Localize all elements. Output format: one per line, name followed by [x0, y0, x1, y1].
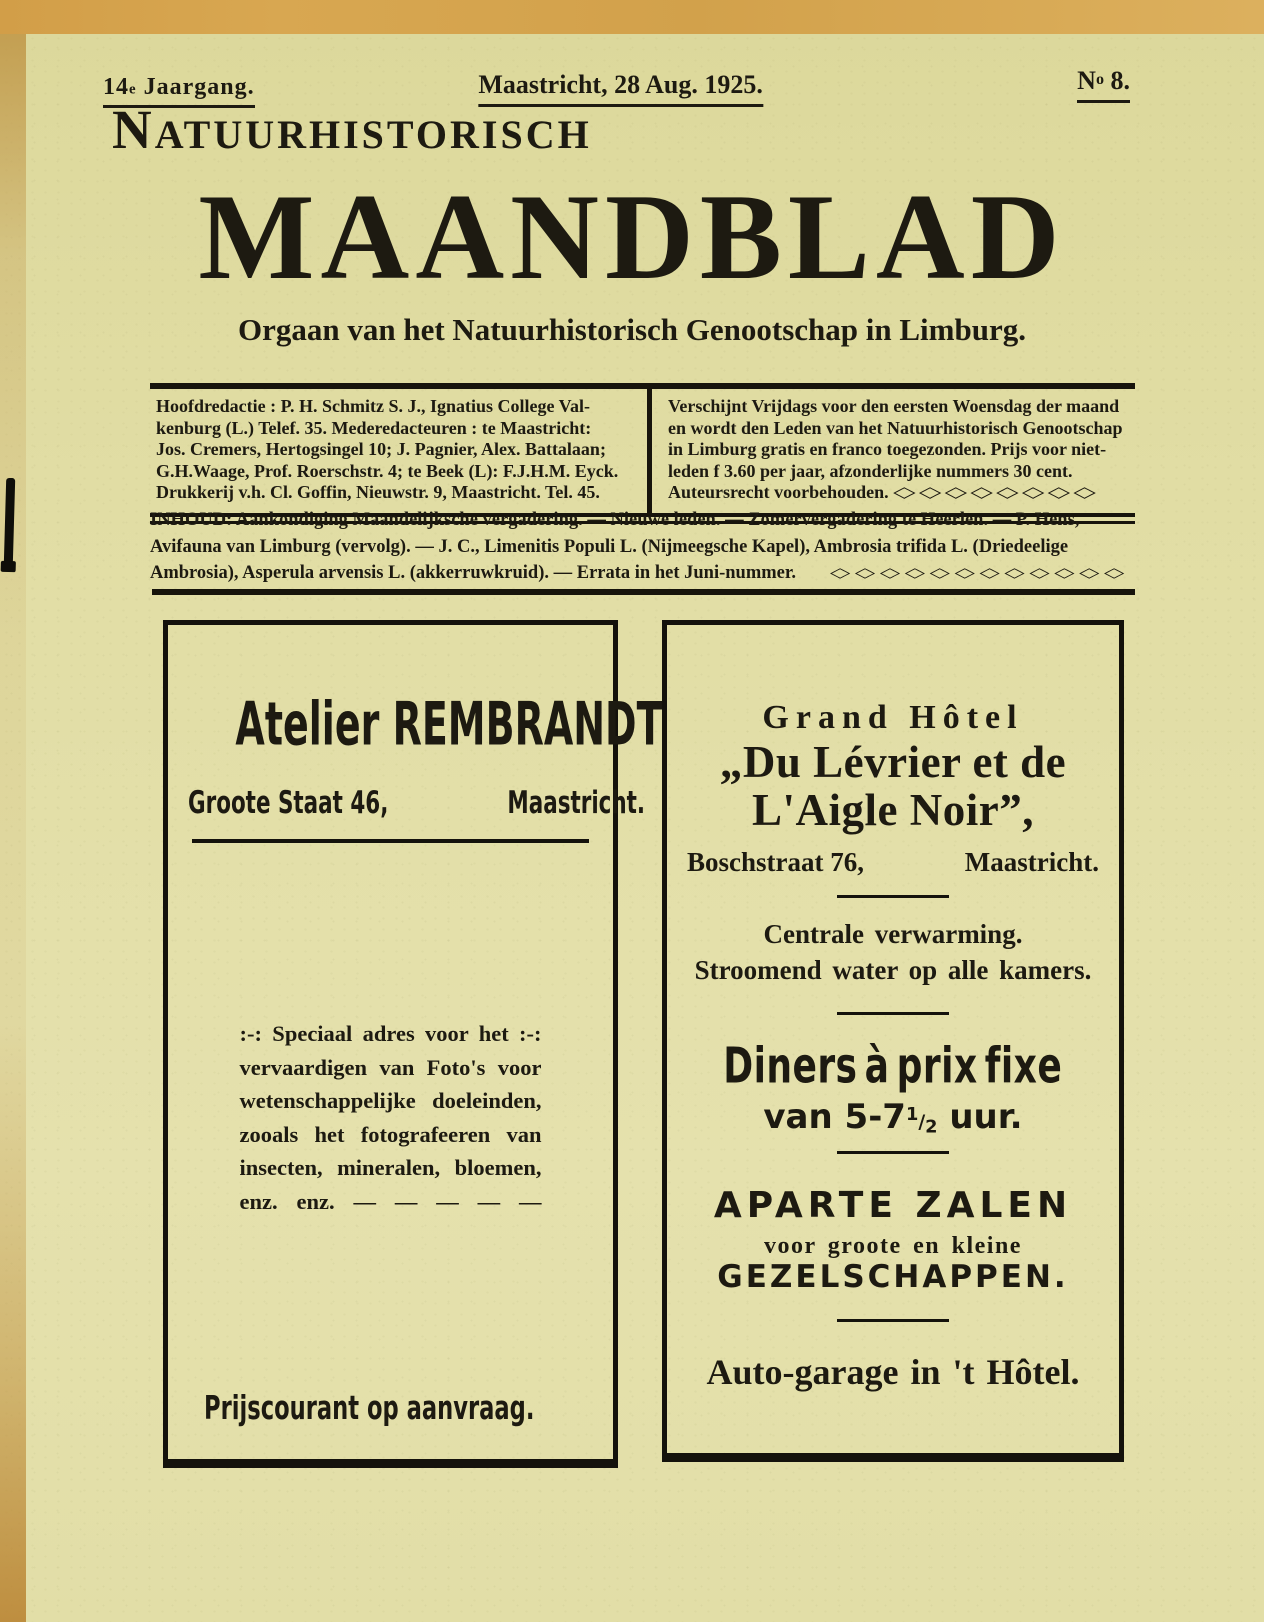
ad-rembrandt-title: Atelier REMBRANDT: [235, 689, 663, 759]
ad-rembrandt-rule: [192, 839, 589, 843]
subscription-line: en wordt den Leden van het Natuurhistorisch Genootschap: [668, 417, 1123, 438]
editorial-column: [150, 389, 647, 513]
subscription-column: [652, 389, 1135, 513]
ad-hotel-rule: [837, 1151, 949, 1154]
subscription-line: in Limburg gratis en franco toegezonden. Prijs voor niet-: [668, 439, 1107, 459]
masthead-subtitle: Orgaan van het Natuurhistorisch Genootschap in Limburg.: [237, 312, 1026, 347]
issue-superscript: o: [1095, 71, 1104, 89]
toc-line: INHOUD: Aankondiging Maandelijksche vergadering. — Nieuwe leden. — Zomervergadering te Heerlen. — P. Hens,: [150, 510, 1080, 530]
toc-line: Ambrosia), Asperula arvensis L. (akkerruwkruid). — Errata in het Juni-nummer. ◇◇◇◇◇◇◇◇◇◇◇◇: [150, 563, 1129, 583]
ad-rembrandt-body-line: wetenschappelijke doeleinden,: [239, 1088, 542, 1113]
ad-grand-hotel: [662, 620, 1124, 1462]
ad-rembrandt-body-line: :-: Speciaal adres voor het :-:: [239, 1021, 542, 1046]
toc-line: Avifauna van Limburg (vervolg). — J. C., Limenitis Populi L. (Nijmeegsche Kapel), Ambrosia trifida L. (Driedeelige: [150, 536, 1069, 557]
volume-superscript: e: [129, 81, 137, 98]
ad-hotel-address: [667, 847, 1119, 878]
issue-number: No 8.: [1077, 66, 1130, 103]
volume-label: 14e Jaargang.: [103, 74, 255, 108]
ad-hotel-gezelschappen: GEZELSCHAPPEN.: [717, 1259, 1069, 1295]
issue-date: Maastricht, 28 Aug. 1925.: [478, 70, 763, 107]
ad-atelier-rembrandt: [163, 620, 663, 1468]
section-rule: [152, 589, 1135, 595]
publication-info-block: [150, 383, 1135, 524]
ad-rembrandt-city: Maastricht.: [507, 783, 645, 821]
fraction-half: $^1/_2$: [905, 1105, 938, 1138]
ad-hotel-feature-water: Stroomend water op alle kamers.: [694, 955, 1092, 985]
editorial-line: Drukkerij v.h. Cl. Goffin, Nieuwstr. 9, Maastricht. Tel. 45.: [156, 482, 600, 502]
ad-hotel-name-line3: L'Aigle Noir”,: [752, 785, 1034, 835]
editorial-line: Jos. Cremers, Hertogsingel 10; J. Pagnier, Alex. Battalaan;: [156, 439, 606, 459]
editorial-line: Hoofdredactie : P. H. Schmitz S. J., Ignatius College Val-: [156, 396, 591, 416]
ad-hotel-feature-heating: Centrale verwarming.: [763, 919, 1023, 949]
ad-hotel-city: Maastricht.: [964, 847, 1099, 877]
ad-hotel-rule: [837, 1319, 949, 1322]
masthead-title: MAANDBLAD: [198, 168, 1066, 305]
editorial-line: G.H.Waage, Prof. Roerschstr. 4; te Beek (L): F.J.H.M. Eyck.: [156, 460, 619, 481]
supertitle-initial: N: [112, 99, 155, 160]
ad-hotel-garage: Auto-garage in 't Hôtel.: [706, 1352, 1080, 1392]
subscription-line: leden f 3.60 per jaar, afzonderlijke nummers 30 cent.: [668, 460, 1073, 481]
ad-hotel-rule: [837, 895, 949, 898]
subscription-line: Auteursrecht voorbehouden. ◇◇◇◇◇◇◇◇: [668, 482, 1100, 502]
table-of-contents: [150, 507, 1140, 587]
subscription-line: Verschijnt Vrijdags voor den eersten Woensdag der maand: [668, 396, 1120, 416]
ad-rembrandt-body-line: zooals het fotografeeren van: [239, 1121, 542, 1147]
ad-hotel-name-line2: „Du Lévrier et de: [719, 737, 1067, 787]
ad-hotel-diners-title: Diners à prix fixe: [723, 1037, 1063, 1096]
ad-rembrandt-street: Groote Staat 46,: [188, 783, 389, 821]
ad-rembrandt-address: [168, 783, 645, 821]
advertisements-row: [163, 620, 1124, 1468]
ad-rembrandt-footer: Prijscourant op aanvraag.: [204, 1388, 535, 1428]
ad-rembrandt-body-line: vervaardigen van Foto's voor: [239, 1054, 542, 1080]
ad-rembrandt-body-line: enz. enz. — — — — —: [239, 1188, 542, 1214]
masthead-supertitle: NATUURHISTORISCH: [112, 99, 592, 160]
diamond-ornament: ◇◇◇◇◇◇◇◇: [893, 483, 1100, 501]
ad-rembrandt-body-line: insecten, mineralen, bloemen,: [239, 1155, 542, 1180]
ad-hotel-street: Boschstraat 76,: [687, 847, 864, 877]
ad-hotel-diners-hours: van $5-7^1/_2$ uur.: [763, 1097, 1023, 1138]
ad-hotel-rule: [837, 1012, 949, 1015]
scan-top-band: [0, 0, 1264, 34]
editorial-line: kenburg (L.) Telef. 35. Mederedacteuren : te Maastricht:: [156, 417, 592, 438]
ad-hotel-zalen-title: APARTE ZALEN: [713, 1185, 1073, 1226]
ad-rembrandt-body: [240, 1017, 542, 1218]
ad-hotel-zalen-subtitle: voor groote en kleine: [764, 1233, 1022, 1259]
ad-hotel-name-line1: Grand Hôtel: [762, 699, 1024, 736]
diamond-ornament: ◇◇◇◇◇◇◇◇◇◇◇◇: [830, 565, 1129, 582]
